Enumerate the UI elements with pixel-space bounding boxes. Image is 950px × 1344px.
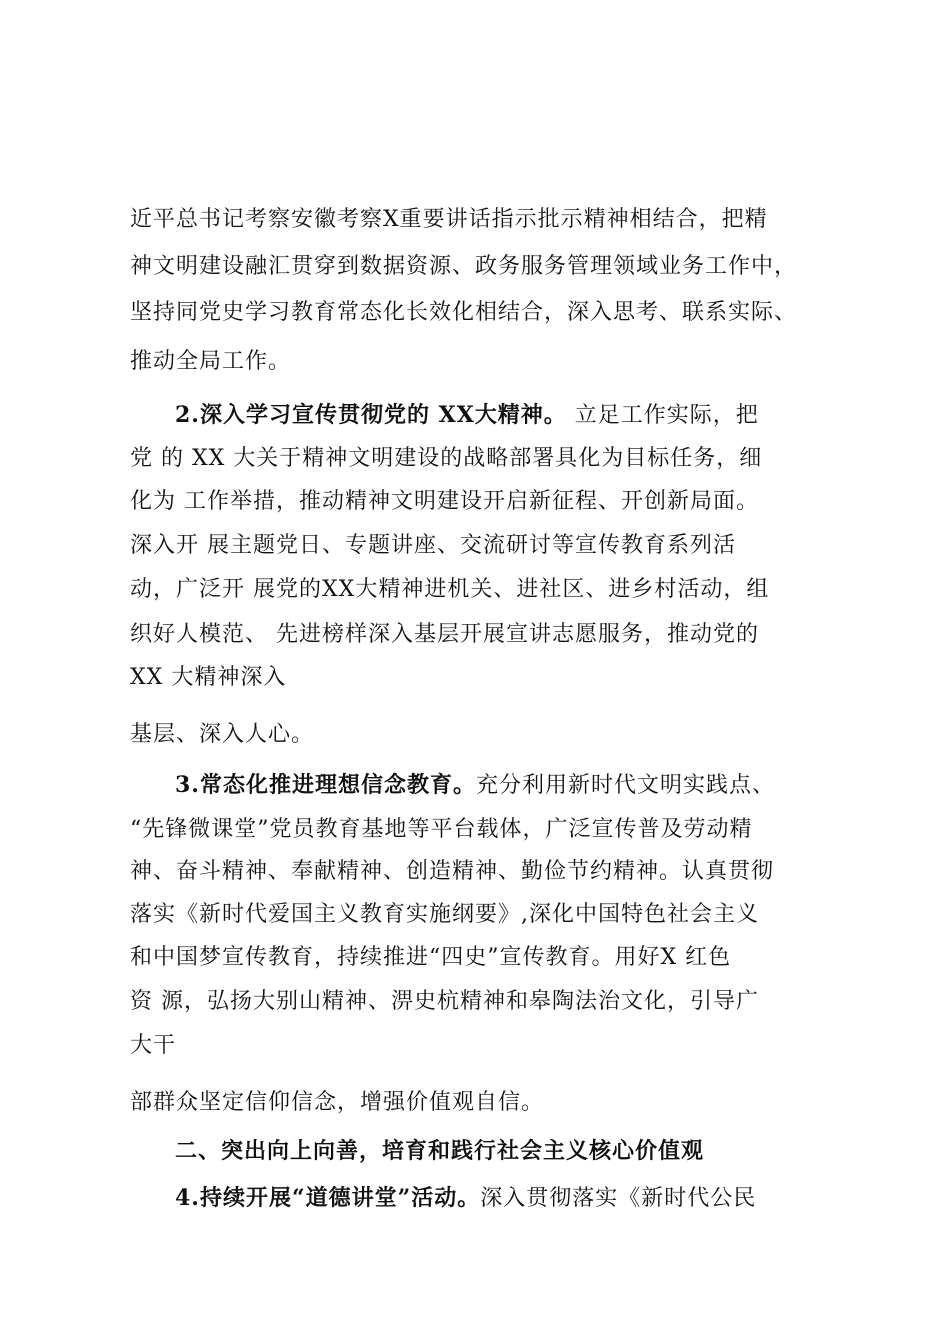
text-segment: 动，广泛开 展党的XX大精神进机关、进社区、进乡村活动，组 [130,577,770,602]
text-segment: “先锋微课堂”党员教育基地等平台载体，广泛宣传普及劳动精 [130,817,753,842]
text-line [130,620,830,650]
text-line [130,987,830,1017]
text-line [130,205,830,235]
text-segment: XX 大精神深入 [130,665,287,690]
text-segment: 织好人模范、 先进榜样深入基层开展宣讲志愿服务，推动党的 [130,622,759,647]
text-segment: 推动全局工作。 [130,349,292,374]
text-segment: 资 源，弘扬大别山精神、淠史杭精神和皋陶法治文化，引导广 [130,989,759,1014]
section-heading: 3.常态化推进理想信念教育。 [175,772,476,798]
text-line [130,900,830,930]
text-segment: 党 的 XX 大关于精神文明建设的战略部署具化为目标任务，细 [130,446,763,471]
text-line [130,663,830,693]
text-line [130,943,830,973]
text-segment: 深入开 展主题党日、专题讲座、交流研讨等宣传教育系列活 [130,533,736,558]
text-line [175,1183,830,1214]
text-line [175,1136,830,1167]
text-line [130,347,830,377]
text-segment: 化为 工作举措，推动精神文明建设开启新征程、开创新局面。 [130,489,759,514]
text-segment: 大干 [130,1033,177,1058]
text-segment: 神文明建设融汇贯穿到数据资源、政务服务管理领域业务工作中， [130,254,798,279]
text-line [130,487,830,517]
text-line [130,720,830,750]
text-segment: 落实《新时代爱国主义教育实施纲要》,深化中国特色社会主义 [130,902,759,927]
text-segment: 近平总书记考察安徽考察X重要讲话指示批示精神相结合，把精 [130,207,768,232]
text-line [130,298,830,328]
text-line [175,400,830,431]
section-heading: 二、突出向上向善，培育和践行社会主义核心价值观 [175,1138,705,1164]
text-segment: 神、奋斗精神、奉献精神、创造精神、勤俭节约精神。认真贯彻 [130,859,775,884]
text-segment: 充分利用新时代文明实践点、 [475,773,775,798]
text-line [130,815,830,845]
text-line [175,770,830,801]
text-line [130,252,830,282]
text-line [130,857,830,887]
text-segment: 部群众坚定信仰信念，增强价值观自信。 [130,1090,545,1115]
text-line [130,575,830,605]
text-segment: 和中国梦宣传教育，持续推进“四史”宣传教育。用好X 红色 [130,945,732,970]
text-line [130,1088,830,1118]
section-heading: 4.持续开展“道德讲堂”活动。 [175,1185,481,1211]
text-line [130,531,830,561]
text-segment: 基层、深入人心。 [130,722,315,747]
text-line [130,444,830,474]
text-segment: 立足工作实际，把 [566,403,759,428]
text-line [130,1031,830,1061]
text-segment: 深入贯彻落实《新时代公民 [480,1186,757,1211]
section-heading: 2.深入学习宣传贯彻党的 XX大精神。 [175,402,567,428]
text-segment: 坚持同党史学习教育常态化长效化相结合，深入思考、联系实际、 [130,300,798,325]
